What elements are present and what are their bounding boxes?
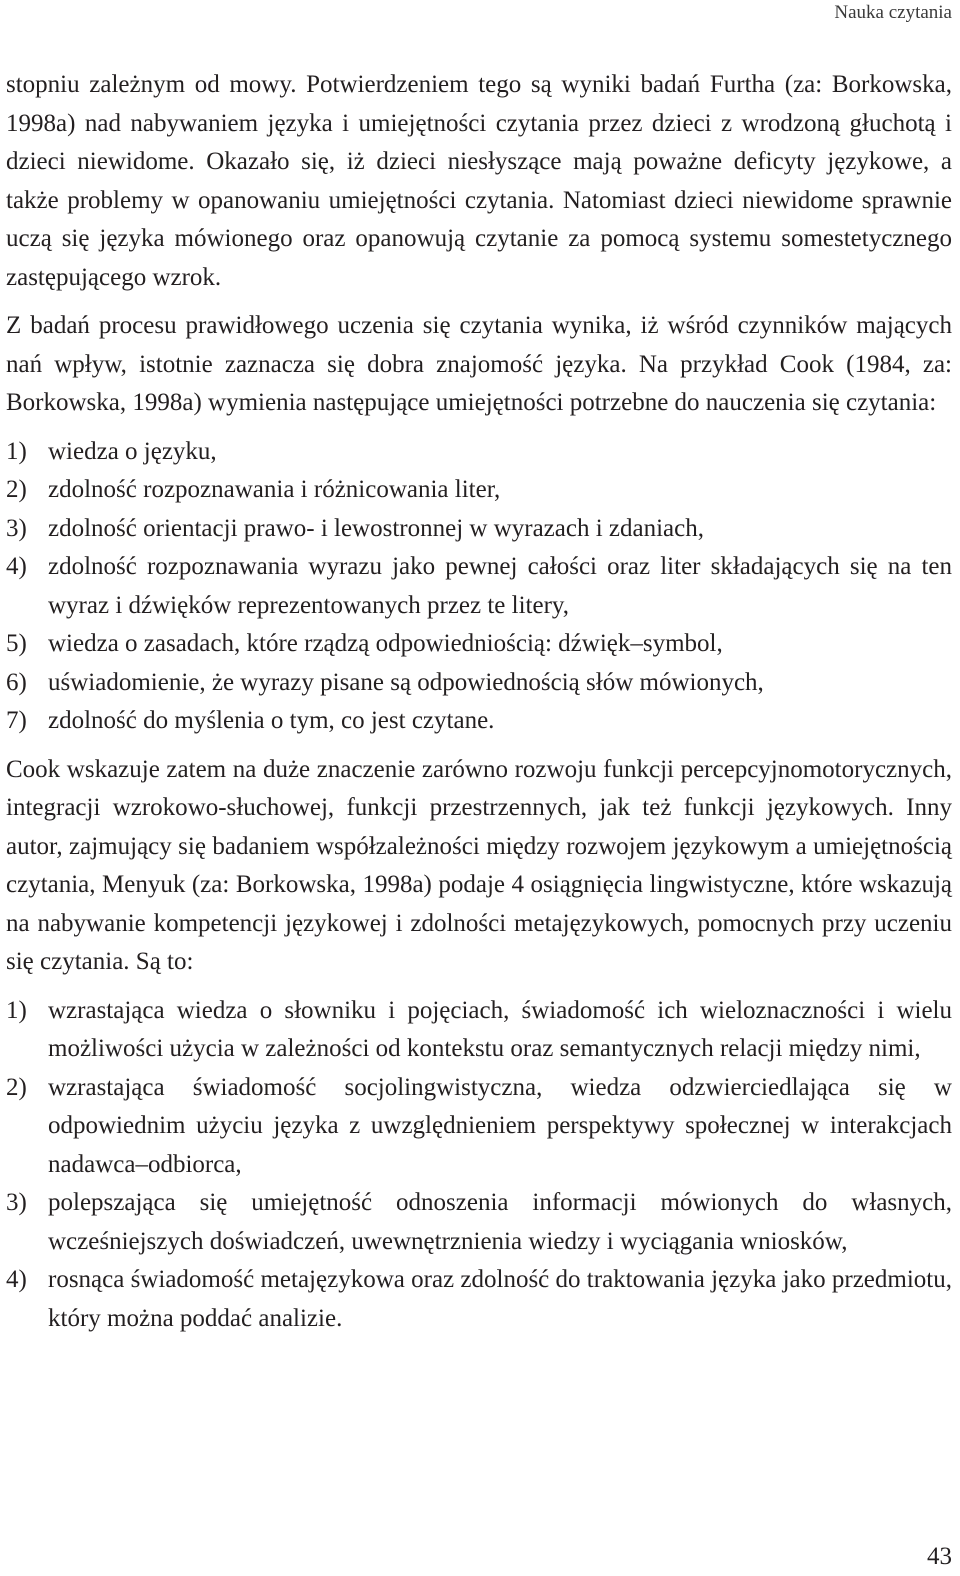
list-item-text: uświadomienie, że wyrazy pisane są odpowiednością słów mówionych, (48, 668, 764, 696)
list-item-text: zdolność rozpoznawania wyrazu jako pewnej całości oraz liter składających się na ten wyraz i dźwięków reprezentowanych przez te litery, (48, 553, 952, 619)
list-item-number: 4) (6, 1266, 27, 1293)
list-item-number: 5) (6, 630, 27, 657)
paragraph-1: stopniu zależnym od mowy. Potwierdzeniem tego są wyniki badań Furtha (za: Borkowska, 1998a) nad nabywaniem języka i umiejętności czytania przez dzieci z wrodzoną głuchotą i dzieci niewidome. Okazało się, iż dzieci niesłyszące mają poważne deficyty językowe, a także problemy w opanowaniu umiejętności czytania. Natomiast dzieci niewidome sprawnie uczą się języka mówionego oraz opanowują czytanie za pomocą systemu somestetycznego zastępującego wzrok. (6, 71, 952, 291)
running-head: Nauka czytania (834, 2, 952, 23)
page-body (6, 66, 952, 1338)
linguistic-achievements-list (6, 992, 952, 1339)
list-item (6, 1261, 952, 1338)
list-item-text: zdolność orientacji prawo- i lewostronnej w wyrazach i zdaniach, (48, 514, 704, 542)
list-item-number: 2) (6, 1073, 27, 1101)
list-item-number: 1) (6, 996, 27, 1024)
list-item-number: 1) (6, 437, 27, 465)
list-item-number: 2) (6, 476, 27, 503)
list-item (6, 1184, 952, 1261)
list-item-number: 4) (6, 553, 27, 580)
list-item (6, 992, 952, 1069)
list-item-number: 3) (6, 514, 27, 542)
list-item-text: wzrastająca wiedza o słowniku i pojęciach, świadomość ich wieloznaczności i wielu możliwości użycia w zależności od kontekstu oraz semantycznych relacji między nimi, (48, 996, 952, 1062)
list-item-text: wiedza o zasadach, które rządzą odpowiedniością: dźwięk–symbol, (48, 630, 723, 657)
list-item (6, 510, 952, 549)
list-item-number: 7) (6, 707, 27, 734)
list-item (6, 471, 952, 510)
list-item-text: wiedza o języku, (48, 437, 217, 465)
list-item (6, 664, 952, 703)
list-item-text: rosnąca świadomość metajęzykowa oraz zdolność do traktowania języka jako przedmiotu, który można poddać analizie. (48, 1266, 952, 1332)
page-number: 43 (927, 1543, 952, 1570)
list-item-text: zdolność rozpoznawania i różnicowania liter, (48, 476, 501, 503)
list-item (6, 702, 952, 741)
list-item (6, 1069, 952, 1185)
paragraph-2: Z badań procesu prawidłowego uczenia się czytania wynika, iż wśród czynników mających nań wpływ, istotnie zaznacza się dobra znajomość języka. Na przykład Cook (1984, za: Borkowska, 1998a) wymienia następujące umiejętności potrzebne do nauczenia się czytania: (6, 312, 952, 416)
skills-list (6, 433, 952, 741)
list-item-text: wzrastająca świadomość socjolingwistyczna, wiedza odzwierciedlająca się w odpowiednim użyciu języka z uwzględnieniem perspektywy społecznej w interakcjach nadawca–odbiorca, (48, 1073, 952, 1178)
list-item-number: 6) (6, 668, 27, 696)
list-item (6, 548, 952, 625)
list-item (6, 433, 952, 472)
list-item-text: polepszająca się umiejętność odnoszenia informacji mówionych do własnych, wcześniejszych doświadczeń, uwewnętrznienia wiedzy i wyciągania wniosków, (48, 1189, 952, 1255)
list-item-number: 3) (6, 1189, 27, 1216)
list-item (6, 625, 952, 664)
list-item-text: zdolność do myślenia o tym, co jest czytane. (48, 707, 495, 734)
paragraph-3: Cook wskazuje zatem na duże znaczenie zarówno rozwoju funkcji percepcyjnomotorycznych, integracji wzrokowo-słuchowej, funkcji przestrzennych, jak też funkcji językowych. Inny autor, zajmujący się badaniem współzależności między rozwojem językowym a umiejętnością czytania, Menyuk (za: Borkowska, 1998a) podaje 4 osiągnięcia lingwistyczne, które wskazują na nabywanie kompetencji językowej i zdolności metajęzykowych, pomocnych przy uczeniu się czytania. Są to: (6, 755, 952, 975)
